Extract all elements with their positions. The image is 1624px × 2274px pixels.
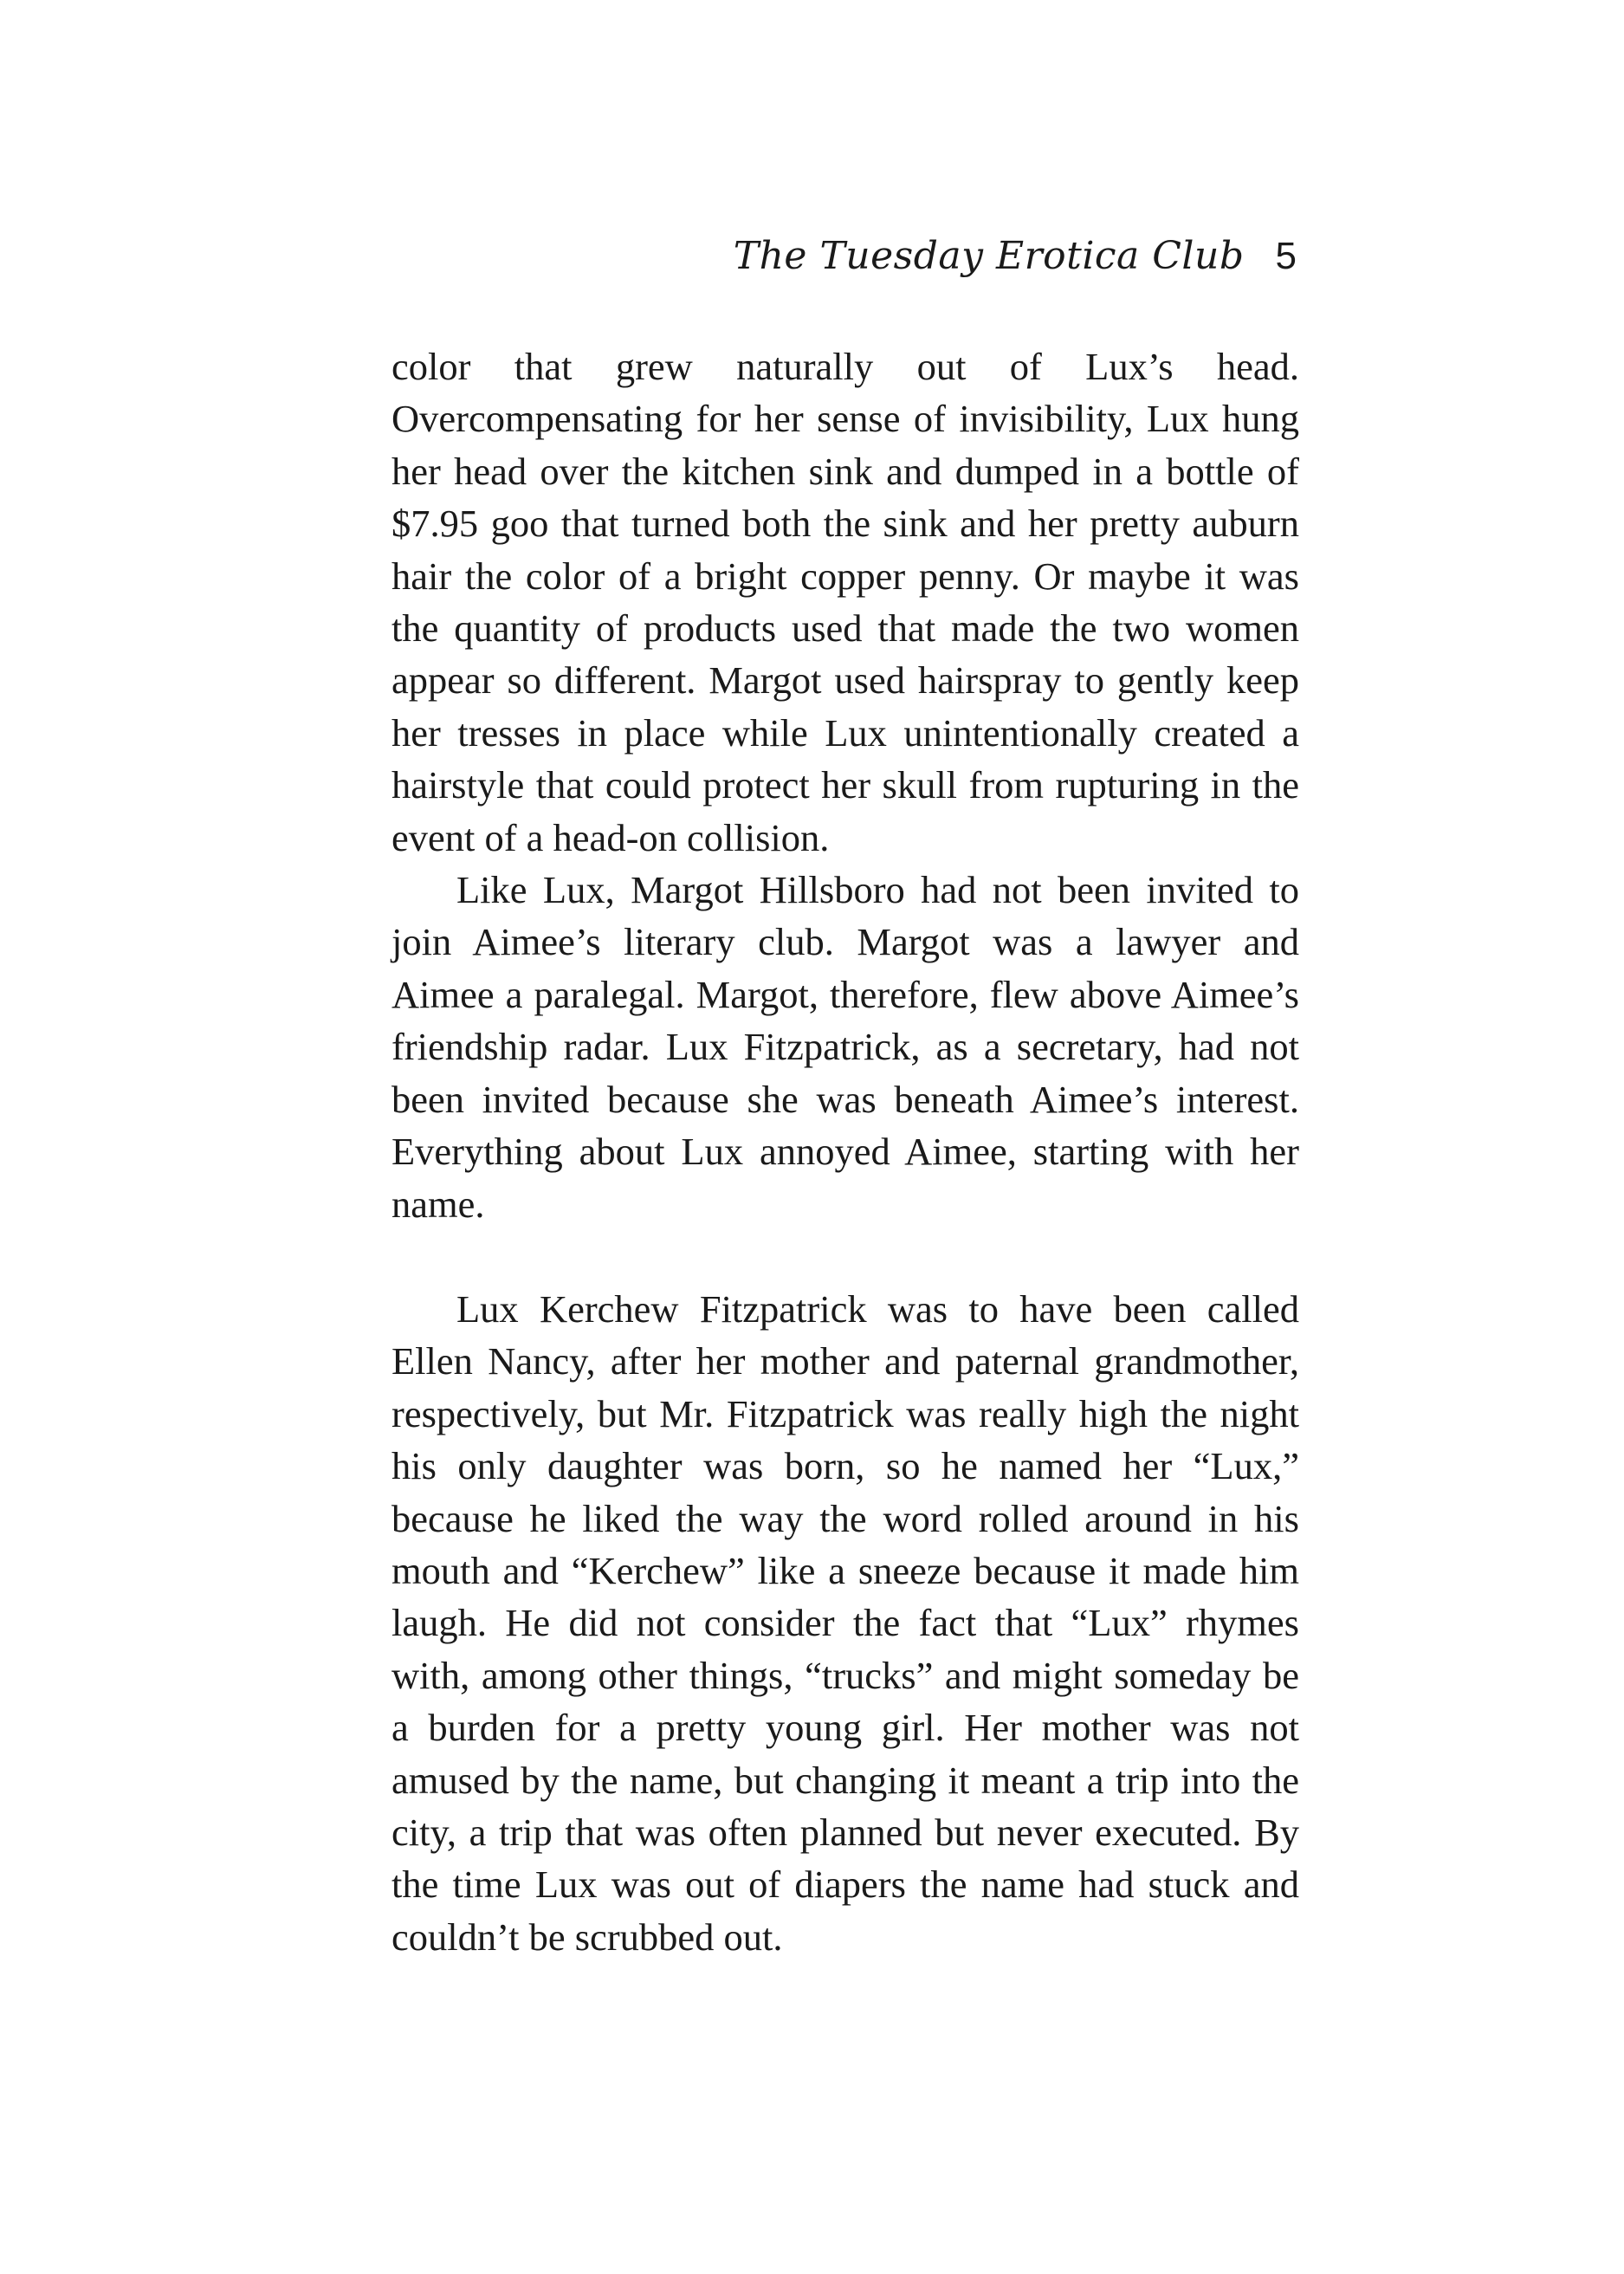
running-head xyxy=(734,234,1297,278)
paragraph-lux-name: Lux Kerchew Fitzpatrick was to have been called Ellen Nancy, after her mother and paternal grandmother, respectively, but Mr. Fitzpatrick was really high the night his only daughter was born, so he named her “Lux,” because he liked the way the word rolled around in his mouth and “Kerchew” like a sneeze because it made him laugh. He did not consider the fact that “Lux” rhymes with, among other things, “trucks” and might someday be a burden for a pretty young girl. Her mother was not amused by the name, but changing it meant a trip into the city, a trip that was often planned but never executed. By the time Lux was out of diapers the name had stuck and couldn’t be scrubbed out. xyxy=(391,1286,1299,1959)
book-title: The Tuesday Erotica Club xyxy=(733,234,1245,278)
body-text xyxy=(391,340,1299,1963)
page-number: 5 xyxy=(1275,235,1297,277)
paragraph-continuation: color that grew naturally out of Lux’s head. Overcompensating for her sense of invisibility, Lux hung her head over the kitchen sink and dumped in a bottle of $7.95 goo that turned both the sink and her pretty auburn hair the color of a bright copper penny. Or maybe it was the quantity of products used that made the two women appear so different. Margot used hairspray to gently keep her tresses in place while Lux unintentionally created a hairstyle that could protect her skull from rupturing in the event of a head-on collision. xyxy=(391,345,1299,859)
paragraph-margot: Like Lux, Margot Hillsboro had not been invited to join Aimee’s literary club. Margot was a lawyer and Aimee a paralegal. Margot, therefore, flew above Aimee’s friendship radar. Lux Fitzpatrick, as a secretary, had not been invited because she was beneath Aimee’s interest. Everything about Lux annoyed Aimee, starting with her name. xyxy=(391,868,1299,1226)
